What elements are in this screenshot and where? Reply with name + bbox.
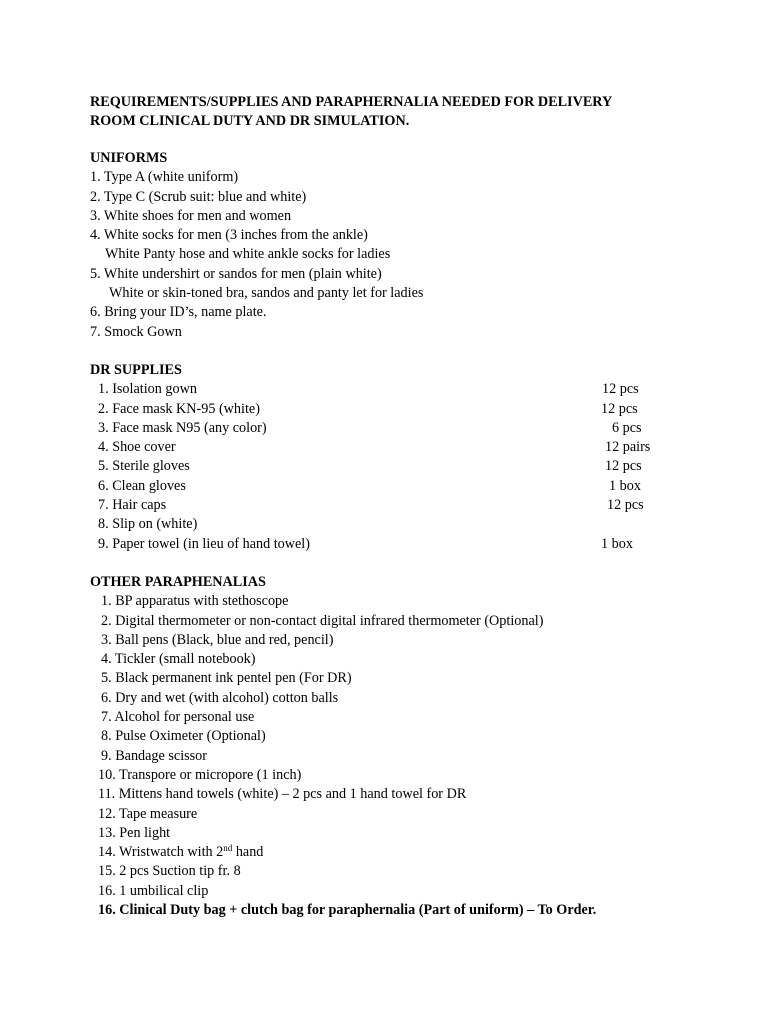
supply-row: [90, 400, 710, 419]
wristwatch-suffix: hand: [232, 844, 264, 861]
title-line-2: ROOM CLINICAL DUTY AND DR SIMULATION.: [90, 113, 410, 129]
supply-name: 6. Clean gloves: [98, 477, 186, 494]
paraphernalia-item: 2. Digital thermometer or non-contact digital infrared thermometer (Optional): [101, 612, 544, 629]
dr-supplies-heading: DR SUPPLIES: [90, 362, 182, 378]
uniform-item: 5. White undershirt or sandos for men (plain white): [90, 265, 382, 282]
paraphernalia-item: 11. Mittens hand towels (white) – 2 pcs and 1 hand towel for DR: [98, 786, 467, 803]
supply-row: [90, 419, 710, 438]
supply-name: 3. Face mask N95 (any color): [98, 419, 267, 436]
uniform-subitem: White or skin-toned bra, sandos and panty let for ladies: [109, 285, 424, 302]
supply-row: [90, 380, 710, 399]
uniform-subitem: White Panty hose and white ankle socks for ladies: [105, 246, 391, 263]
paraphernalia-item-wristwatch: [90, 843, 710, 862]
uniform-item: 2. Type C (Scrub suit: blue and white): [90, 188, 307, 205]
uniform-item: 6. Bring your ID’s, name plate.: [90, 304, 267, 321]
uniform-item: 4. White socks for men (3 inches from the ankle): [90, 227, 368, 244]
paraphernalia-item: 16. 1 umbilical clip: [98, 882, 209, 899]
paraphernalia-item-final: 16. Clinical Duty bag + clutch bag for paraphernalia (Part of uniform) – To Order.: [98, 902, 597, 919]
supply-qty: 12 pairs: [605, 439, 651, 456]
supply-row: [90, 457, 710, 476]
uniform-item: 1. Type A (white uniform): [90, 169, 239, 186]
uniform-item: 3. White shoes for men and women: [90, 207, 292, 224]
paraphernalia-item: 15. 2 pcs Suction tip fr. 8: [98, 863, 241, 880]
supply-name: 1. Isolation gown: [98, 381, 197, 398]
title-line-1: REQUIREMENTS/SUPPLIES AND PARAPHERNALIA NEEDED FOR DELIVERY: [90, 94, 613, 110]
uniforms-heading: UNIFORMS: [90, 150, 168, 166]
paraphernalia-item: 8. Pulse Oximeter (Optional): [101, 728, 266, 745]
ordinal-superscript: nd: [223, 843, 233, 854]
supply-name: 2. Face mask KN-95 (white): [98, 400, 260, 417]
supply-name: 8. Slip on (white): [98, 516, 198, 533]
uniforms-section: [90, 149, 710, 342]
supply-name: 9. Paper towel (in lieu of hand towel): [98, 535, 310, 552]
supply-name: 5. Sterile gloves: [98, 458, 190, 475]
paraphernalia-item: 10. Transpore or micropore (1 inch): [98, 766, 302, 783]
document-title: [90, 93, 690, 131]
paraphernalia-item: 13. Pen light: [98, 824, 171, 841]
paraphernalia-item: 6. Dry and wet (with alcohol) cotton balls: [101, 689, 339, 706]
supply-qty: 12 pcs: [602, 381, 639, 398]
dr-supplies-section: [90, 361, 710, 554]
supply-row: [90, 535, 710, 554]
supply-name: 4. Shoe cover: [98, 439, 176, 456]
supply-qty: 12 pcs: [605, 458, 642, 475]
supply-row: [90, 438, 710, 457]
supply-row: [90, 515, 710, 534]
wristwatch-prefix: 14. Wristwatch with 2: [98, 844, 224, 861]
paraphernalia-item: 1. BP apparatus with stethoscope: [101, 593, 289, 610]
paraphernalia-item: 5. Black permanent ink pentel pen (For DR): [101, 670, 352, 687]
uniform-item: 7. Smock Gown: [90, 323, 182, 340]
paraphernalia-item: 7. Alcohol for personal use: [101, 709, 255, 726]
supply-qty: 1 box: [601, 535, 633, 552]
supply-qty: 1 box: [609, 477, 641, 494]
paraphernalia-item: 9. Bandage scissor: [101, 747, 207, 764]
supply-qty: 6 pcs: [612, 419, 642, 436]
other-paraphernalia-section: [90, 573, 710, 920]
supply-row: [90, 477, 710, 496]
paraphernalia-item: 3. Ball pens (Black, blue and red, pencil): [101, 631, 334, 648]
supply-row: [90, 496, 710, 515]
supply-name: 7. Hair caps: [98, 497, 167, 514]
paraphernalia-item: 12. Tape measure: [98, 805, 198, 822]
supply-qty: 12 pcs: [607, 497, 644, 514]
paraphernalia-item: 4. Tickler (small notebook): [101, 651, 256, 668]
other-heading: OTHER PARAPHENALIAS: [90, 574, 266, 590]
supply-qty: 12 pcs: [601, 400, 638, 417]
